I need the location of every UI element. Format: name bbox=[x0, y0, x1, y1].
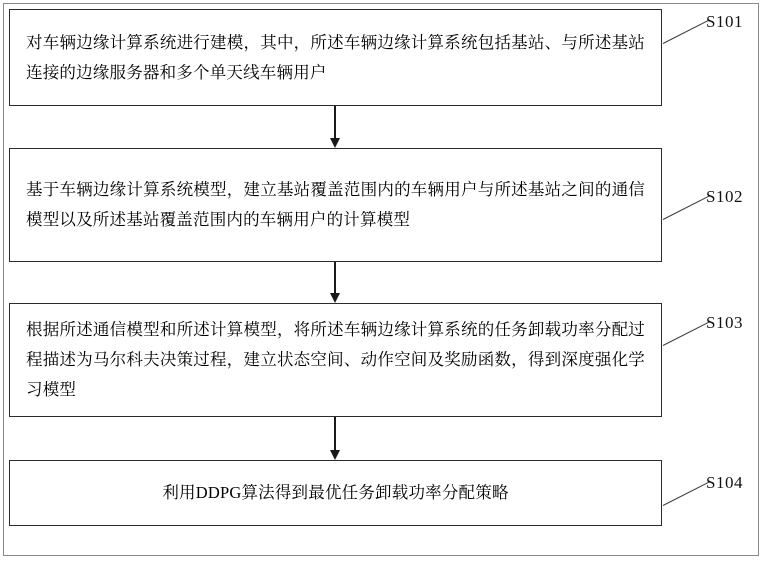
connector-arrow-s102-s103 bbox=[334, 262, 336, 294]
flowchart-step-s103-text: 根据所述通信模型和所述计算模型，将所述车辆边缘计算系统的任务卸载功率分配过程描述为马尔科夫决策过程，建立状态空间、动作空间及奖励函数，得到深度强化学习模型 bbox=[26, 320, 645, 399]
step-label-s103: S103 bbox=[706, 313, 743, 332]
flowchart-step-s101-text: 对车辆边缘计算系统进行建模，其中，所述车辆边缘计算系统包括基站、与所述基站连接的边缘服务器和多个单天线车辆用户 bbox=[26, 32, 645, 82]
connector-arrow-s103-s104 bbox=[334, 417, 336, 451]
connector-arrow-s101-s102 bbox=[334, 106, 336, 139]
flowchart-step-s101 bbox=[9, 9, 662, 106]
flowchart-step-s104 bbox=[9, 460, 662, 526]
step-label-s101: S101 bbox=[706, 12, 743, 31]
flowchart-step-s103 bbox=[9, 303, 662, 417]
flowchart-step-s102 bbox=[9, 148, 662, 262]
flowchart-step-s104-text: 利用DDPG算法得到最优任务卸载功率分配策略 bbox=[162, 483, 509, 502]
flowchart-step-s102-text: 基于车辆边缘计算系统模型，建立基站覆盖范围内的车辆用户与所述基站之间的通信模型以及所述基站覆盖范围内的车辆用户的计算模型 bbox=[26, 180, 645, 229]
step-label-s104: S104 bbox=[706, 473, 743, 492]
step-label-s102: S102 bbox=[706, 187, 743, 206]
